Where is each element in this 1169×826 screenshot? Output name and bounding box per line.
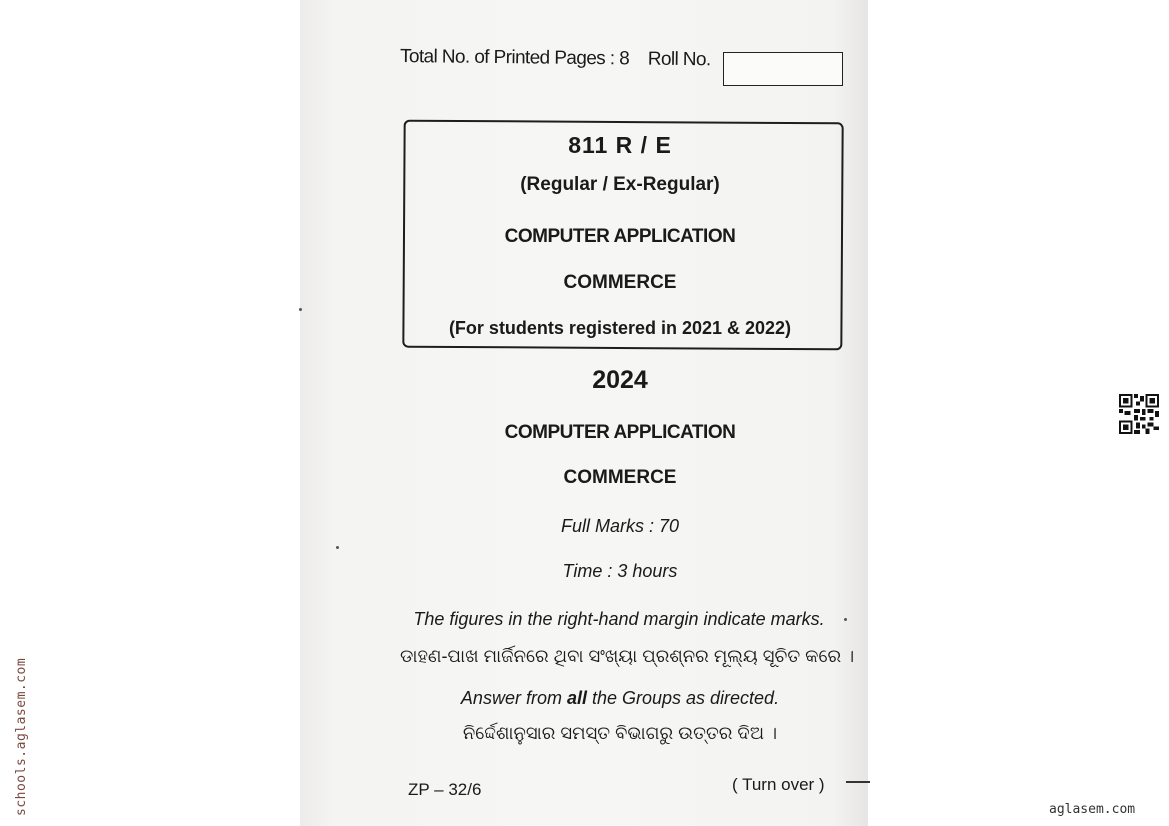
category-label: (Regular / Ex-Regular) (520, 174, 720, 195)
header-line (400, 46, 711, 71)
exam-stream: COMMERCE (563, 467, 677, 488)
side-watermark: schools.aglasem.com (14, 657, 29, 816)
exam-subject: COMPUTER APPLICATION (504, 422, 736, 443)
eligibility-note: (For students registered in 2021 & 2022) (448, 318, 792, 338)
margin-note-odia: ଡାହଣ-ପାଖ ମାର୍ଜିନରେ ଥିବା ସଂଖ୍ୟା ପ୍ରଶ୍ନର ମୂଲ୍ୟ ସୂଚିତ କରେ । (400, 646, 855, 666)
subject-title: COMPUTER APPLICATION (504, 226, 736, 247)
scan-speck (844, 618, 847, 621)
margin-dash (846, 781, 870, 783)
paper-code: 811 R / E (568, 132, 672, 158)
scan-speck (336, 546, 339, 549)
answer-prefix: Answer from (460, 688, 567, 708)
answer-bold: all (566, 688, 587, 708)
margin-note: The figures in the right-hand margin indicate marks. (413, 609, 825, 629)
exam-year: 2024 (592, 366, 648, 394)
roll-no-label: Roll No. (647, 48, 711, 71)
qr-code-icon (1119, 394, 1159, 434)
scan-speck (299, 308, 302, 311)
roll-no-box (723, 52, 843, 86)
footer-paper-code: ZP – 32/6 (408, 780, 482, 799)
answer-instruction-odia: ନିର୍ଦ୍ଦେଶାନୁସାର ସମସ୍ତ ବିଭାଗରୁ ଉତ୍ତର ଦିଅ । (462, 723, 778, 743)
answer-suffix: the Groups as directed. (586, 688, 780, 708)
turn-over-note: ( Turn over ) (732, 775, 825, 794)
stream-title: COMMERCE (563, 272, 677, 293)
bottom-watermark: aglasem.com (1049, 802, 1136, 817)
answer-instruction (400, 688, 840, 709)
exam-time: Time : 3 hours (562, 561, 678, 581)
printed-pages-text: Total No. of Printed Pages : 8 (399, 46, 630, 70)
full-marks: Full Marks : 70 (560, 516, 680, 536)
